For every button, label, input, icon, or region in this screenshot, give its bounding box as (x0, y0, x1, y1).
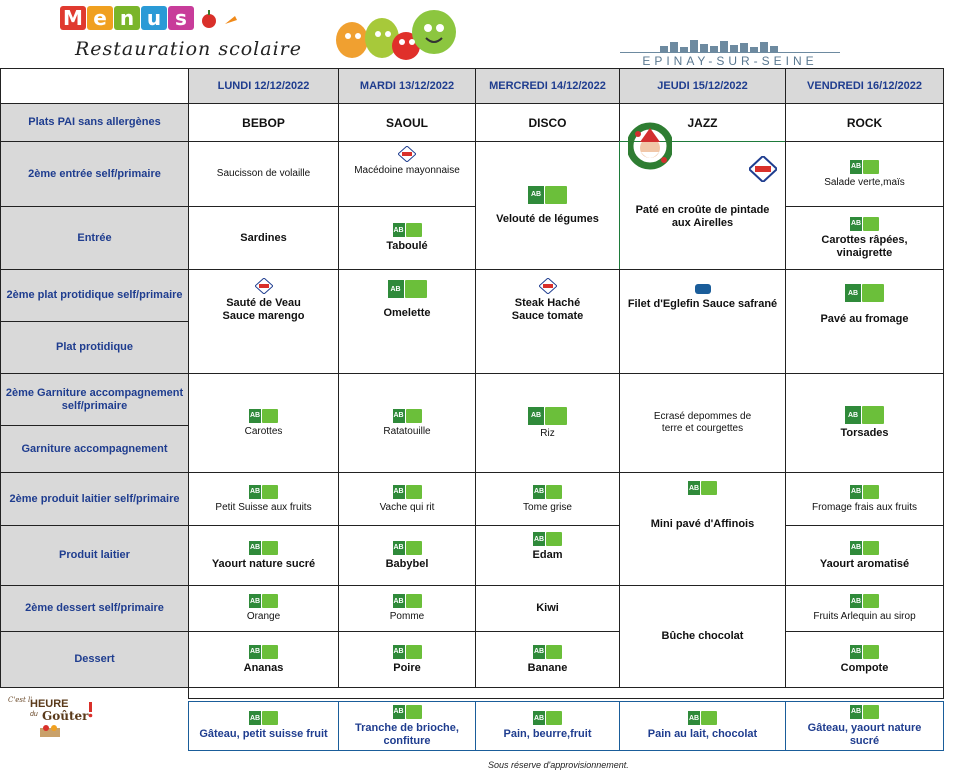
menu-cell (188, 631, 339, 688)
city-name: EPINAY-SUR-SEINE (620, 52, 840, 68)
menu-cell (338, 206, 476, 270)
menu-cell (619, 269, 786, 374)
day-header-thu: JEUDI 15/12/2022 (619, 68, 786, 104)
dish-text: Carottes râpées, vinaigrette (821, 233, 908, 259)
row-label-garn: Garniture accompagnement (0, 425, 189, 473)
gouter-cell (785, 701, 944, 751)
row-label-lait2: 2ème produit laitier self/primaire (0, 472, 189, 526)
pai-wed: DISCO (475, 103, 620, 142)
pai-tue: SAOUL (338, 103, 476, 142)
row-label-dessert: Dessert (0, 631, 189, 688)
dish-text: Carottes (244, 425, 283, 437)
fruits-mascot-icon (330, 4, 460, 62)
dish-text: Tome grise (523, 501, 572, 513)
menu-cell (475, 585, 620, 632)
menu-cell (338, 269, 476, 374)
menu-cell (619, 141, 786, 270)
organic-label-icon: AB (850, 594, 879, 608)
pai-mon: BEBOP (188, 103, 339, 142)
dish-text: Taboulé (386, 240, 428, 252)
organic-label-icon: AB (393, 541, 422, 555)
menu-cell (338, 141, 476, 207)
pai-fri: ROCK (785, 103, 944, 142)
row-label-entree2: 2ème entrée self/primaire (0, 141, 189, 207)
snack-basket-icon (38, 724, 62, 738)
organic-label-icon: AB (249, 711, 278, 725)
dish-text: Vache qui rit (379, 501, 435, 513)
dish-text: Ananas (243, 661, 284, 674)
day-header-fri: VENDREDI 16/12/2022 (785, 68, 944, 104)
label-rouge-icon (749, 156, 777, 182)
menu-cell (475, 472, 620, 526)
dish-text: Yaourt aromatisé (819, 557, 910, 570)
dish-text: Mini pavé d'Affinois (650, 518, 755, 530)
organic-label-icon: AB (393, 645, 422, 659)
snack-text: Pain au lait, chocolat (647, 728, 758, 740)
apple-icon (199, 6, 239, 30)
gouter-logo-word2: Goûter (42, 709, 89, 723)
menu-cell (785, 631, 944, 688)
logo-letter: M (60, 6, 86, 30)
dish-text: Petit Suisse aux fruits (215, 501, 312, 513)
organic-label-icon: AB (393, 223, 422, 237)
dish-text: Yaourt nature sucré (211, 557, 316, 570)
menu-cell (785, 206, 944, 270)
exclamation-icon (86, 702, 94, 718)
day-header-mon: LUNDI 12/12/2022 (188, 68, 339, 104)
organic-label-icon: AB (850, 217, 879, 231)
menu-cell (785, 269, 944, 374)
dish-text: Fromage frais aux fruits (811, 501, 918, 513)
menu-cell (188, 373, 339, 473)
organic-label-icon: AB (528, 186, 567, 204)
organic-label-icon: AB (249, 485, 278, 499)
organic-label-icon: AB (850, 485, 879, 499)
organic-label-icon: AB (688, 481, 717, 495)
menu-cell (475, 373, 620, 473)
dish-text: Kiwi (536, 602, 559, 614)
menu-cell (475, 141, 620, 270)
organic-label-icon: AB (393, 705, 422, 719)
logo-subtitle: Restauration scolaire (75, 38, 302, 60)
dish-text: Omelette (383, 307, 431, 319)
dish-text: Babybel (385, 557, 429, 570)
footnote: Sous réserve d'approvisionnement. (488, 760, 629, 770)
dish-text: Sauté de Veau Sauce marengo (222, 297, 305, 322)
table-corner (0, 68, 189, 104)
menu-cell (785, 472, 944, 526)
snack-text: Pain, beurre,fruit (503, 728, 592, 740)
menu-cell (188, 269, 339, 374)
label-rouge-icon (398, 146, 416, 162)
label-rouge-icon (255, 278, 273, 294)
dish-text: Macédoine mayonnaise (354, 165, 460, 176)
menu-cell (785, 141, 944, 207)
dish-text: Salade verte,maïs (824, 176, 905, 188)
organic-label-icon: AB (533, 485, 562, 499)
organic-label-icon: AB (249, 409, 278, 423)
row-label-entree: Entrée (0, 206, 189, 270)
dish-text: Paté en croûte de pintade aux Airelles (635, 203, 770, 229)
organic-label-icon: AB (688, 711, 717, 725)
menu-cell (338, 525, 476, 586)
dish-text: Velouté de légumes (496, 212, 599, 225)
organic-label-icon: AB (850, 645, 879, 659)
row-label-plat2: 2ème plat protidique self/primaire (0, 269, 189, 322)
menu-cell (188, 141, 339, 207)
organic-label-icon: AB (533, 711, 562, 725)
divider (188, 687, 944, 699)
organic-label-icon: AB (393, 409, 422, 423)
menu-cell (785, 373, 944, 473)
dish-text: Edam (532, 549, 563, 561)
menu-cell (338, 585, 476, 632)
snack-text: Tranche de brioche, confiture (355, 721, 459, 747)
row-label-pai: Plats PAI sans allergènes (0, 103, 189, 142)
dish-text: Banane (527, 661, 568, 674)
row-label-garn2: 2ème Garniture accompagnement self/primaire (0, 373, 189, 426)
menu-cell (619, 472, 786, 586)
day-header-wed: MERCREDI 14/12/2022 (475, 68, 620, 104)
msc-label-icon (695, 284, 711, 294)
dish-text: Saucisson de volaille (216, 168, 311, 179)
page-header (0, 0, 957, 66)
gouter-cell (475, 701, 620, 751)
dish-text: Riz (540, 427, 555, 439)
snack-text: Gâteau, yaourt nature sucré (807, 721, 922, 747)
christmas-wreath-icon (628, 122, 672, 170)
organic-label-icon: AB (850, 705, 879, 719)
gouter-cell (338, 701, 476, 751)
organic-label-icon: AB (388, 280, 427, 298)
gouter-cell (188, 701, 339, 751)
city-logo (620, 40, 840, 68)
dish-text: Pavé au fromage (820, 313, 909, 325)
organic-label-icon: AB (845, 284, 884, 302)
logo-letter: e (87, 6, 113, 30)
dish-text: Sardines (240, 231, 287, 244)
pai-thu: JAZZ (619, 103, 786, 142)
dish-text: Poire (393, 661, 421, 674)
organic-label-icon: AB (393, 594, 422, 608)
dish-text: Steak Haché Sauce tomate (511, 297, 584, 322)
menu-cell (475, 525, 620, 586)
row-label-plat: Plat protidique (0, 321, 189, 374)
organic-label-icon: AB (533, 532, 562, 546)
dish-text: Pomme (389, 611, 425, 622)
menus-logo (60, 6, 239, 30)
menu-cell (188, 206, 339, 270)
day-header-tue: MARDI 13/12/2022 (338, 68, 476, 104)
organic-label-icon: AB (850, 160, 879, 174)
row-label-lait: Produit laitier (0, 525, 189, 586)
menu-cell (475, 631, 620, 688)
dish-text: Torsades (840, 427, 889, 439)
menu-cell (785, 585, 944, 632)
organic-label-icon: AB (528, 407, 567, 425)
menu-cell (188, 585, 339, 632)
organic-label-icon: AB (249, 645, 278, 659)
organic-label-icon: AB (533, 645, 562, 659)
gouter-cell (619, 701, 786, 751)
gouter-logo-word1: HEURE (30, 698, 69, 710)
dish-text: Fruits Arlequin au sirop (813, 611, 916, 622)
dish-text: Ecrasé depommes de terre et courgettes (653, 411, 752, 434)
dish-text: Compote (840, 661, 889, 674)
menu-cell (475, 269, 620, 374)
menu-cell (619, 373, 786, 473)
menu-cell (188, 472, 339, 526)
menu-cell (338, 472, 476, 526)
menu-cell (338, 631, 476, 688)
label-rouge-icon (539, 278, 557, 294)
menu-cell (338, 373, 476, 473)
row-label-dessert2: 2ème dessert self/primaire (0, 585, 189, 632)
menu-cell (619, 585, 786, 688)
logo-letter: s (168, 6, 194, 30)
organic-label-icon: AB (249, 594, 278, 608)
dish-text: Orange (246, 611, 281, 622)
organic-label-icon: AB (393, 485, 422, 499)
dish-text: Ratatouille (383, 425, 431, 437)
snack-text: Gâteau, petit suisse fruit (199, 728, 328, 740)
logo-letter: n (114, 6, 140, 30)
dish-text: Bûche chocolat (661, 630, 744, 642)
heure-du-gouter-logo (8, 696, 93, 738)
logo-letter: u (141, 6, 167, 30)
gouter-logo-du: du (30, 711, 38, 718)
menu-cell (188, 525, 339, 586)
organic-label-icon: AB (850, 541, 879, 555)
gouter-logo-prefix: C'est l' (8, 696, 33, 704)
organic-label-icon: AB (845, 406, 884, 424)
dish-text: Filet d'Eglefin Sauce safrané (627, 298, 778, 310)
menu-cell (785, 525, 944, 586)
organic-label-icon: AB (249, 541, 278, 555)
